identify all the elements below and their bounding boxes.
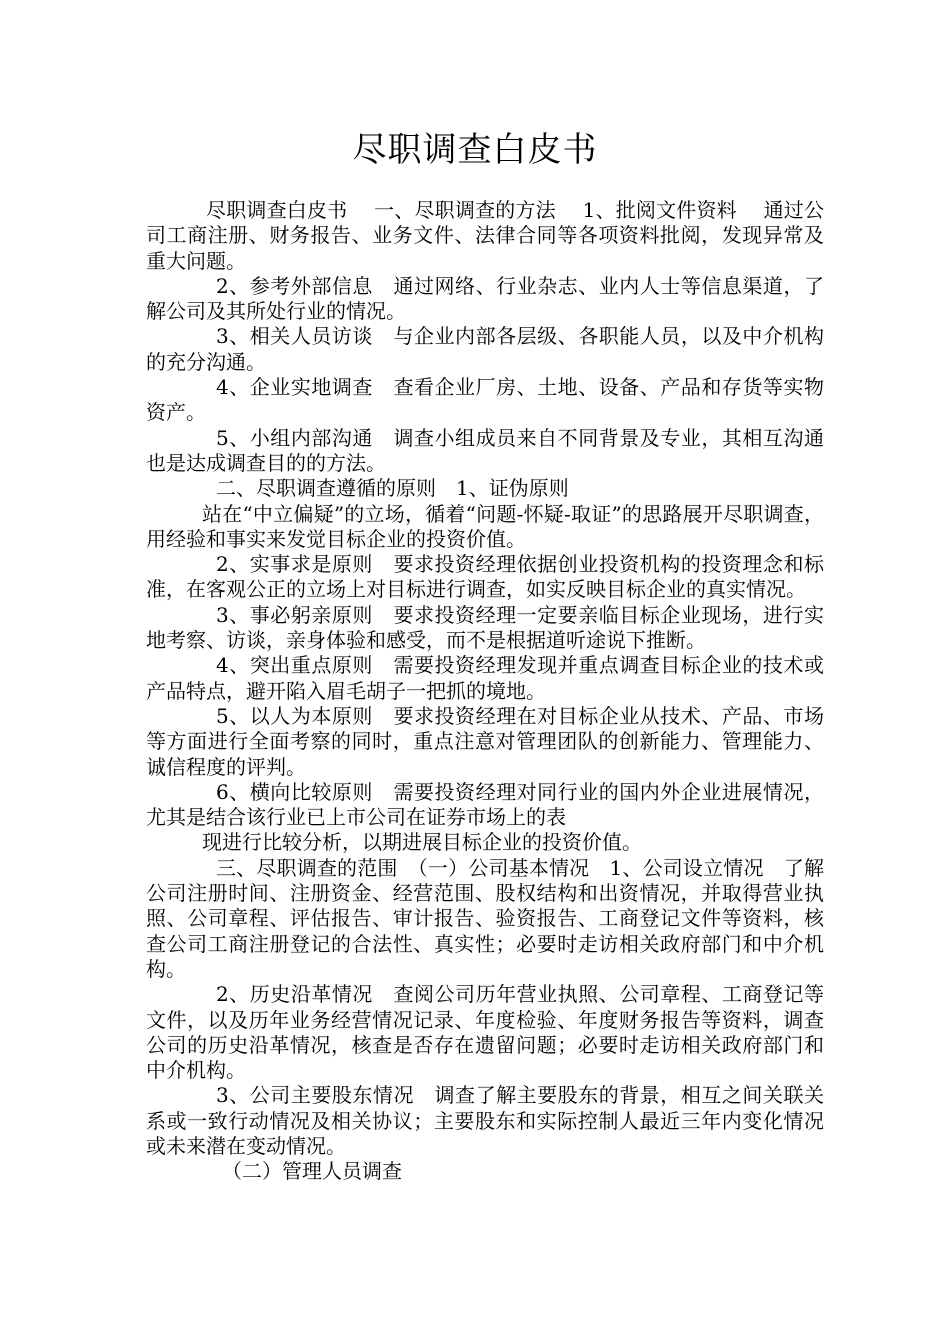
paragraph-scope-basic-info: 三、尽职调查的范围 （一）公司基本情况 1、公司设立情况 了解公司注册时间、注册资金、经营范围、股权结构和出资情况，并取得营业执照、公司章程、评估报告、审计报告、验资报告、工商登记文件等资料，核查公司工商注册登记的合法性、真实性；必要时走访相关政府部门和中介机构。	[146, 855, 824, 981]
paragraph-comparison-continued: 现进行比较分析，以期进展目标企业的投资价值。	[202, 830, 642, 855]
paragraph-people-principle: 5、以人为本原则 要求投资经理在对目标企业从技术、产品、市场等方面进行全面考察的同时，重点注意对管理团队的创新能力、管理能力、诚信程度的评判。	[146, 703, 824, 779]
paragraph-history: 2、历史沿革情况 查阅公司历年营业执照、公司章程、工商登记等文件，以及历年业务经营情况记录、年度检验、年度财务报告等资料，调查公司的历史沿革情况，核查是否存在遗留问题；必要时走访相关政府部门和中介机构。	[146, 982, 824, 1083]
document-body	[146, 198, 824, 1185]
paragraph-team-communication: 5、小组内部沟通 调查小组成员来自不同背景及专业，其相互沟通也是达成调查目的的方法。	[146, 425, 824, 475]
paragraph-shareholders: 3、公司主要股东情况 调查了解主要股东的背景，相互之间关联关系或一致行动情况及相关协议；主要股东和实际控制人最近三年内变化情况或未来潜在变动情况。	[146, 1083, 824, 1158]
paragraph-intro-methods: 尽职调查白皮书 一、尽职调查的方法 1、批阅文件资料 通过公司工商注册、财务报告、业务文件、法律合同等各项资料批阅，发现异常及重大问题。	[146, 198, 824, 273]
paragraph-falsification: 站在“中立偏疑”的立场，循着“问题-怀疑-取证”的思路展开尽职调查，用经验和事实来发觉目标企业的投资价值。	[146, 501, 824, 551]
document-title: 尽职调查白皮书	[352, 130, 598, 170]
paragraph-management-heading: （二）管理人员调查	[222, 1159, 402, 1184]
paragraph-site-survey: 4、企业实地调查 查看企业厂房、土地、设备、产品和存货等实物资产。	[146, 375, 824, 425]
paragraph-principles-heading: 二、尽职调查遵循的原则 1、证伪原则	[216, 476, 569, 501]
paragraph-factual-principle: 2、实事求是原则 要求投资经理依据创业投资机构的投资理念和标准，在客观公正的立场上对目标进行调查，如实反映目标企业的真实情况。	[146, 552, 824, 602]
paragraph-interviews: 3、相关人员访谈 与企业内部各层级、各职能人员，以及中介机构的充分沟通。	[146, 324, 824, 374]
paragraph-focus-principle: 4、突出重点原则 需要投资经理发现并重点调查目标企业的技术或产品特点，避开陷入眉毛胡子一把抓的境地。	[146, 653, 824, 703]
paragraph-comparison-principle: 6、横向比较原则 需要投资经理对同行业的国内外企业进展情况，尤其是结合该行业已上市公司在证券市场上的表	[146, 779, 824, 830]
paragraph-personal-principle: 3、事必躬亲原则 要求投资经理一定要亲临目标企业现场，进行实地考察、访谈，亲身体验和感受，而不是根据道听途说下推断。	[146, 602, 824, 653]
paragraph-external-info: 2、参考外部信息 通过网络、行业杂志、业内人士等信息渠道，了解公司及其所处行业的情况。	[146, 273, 824, 324]
